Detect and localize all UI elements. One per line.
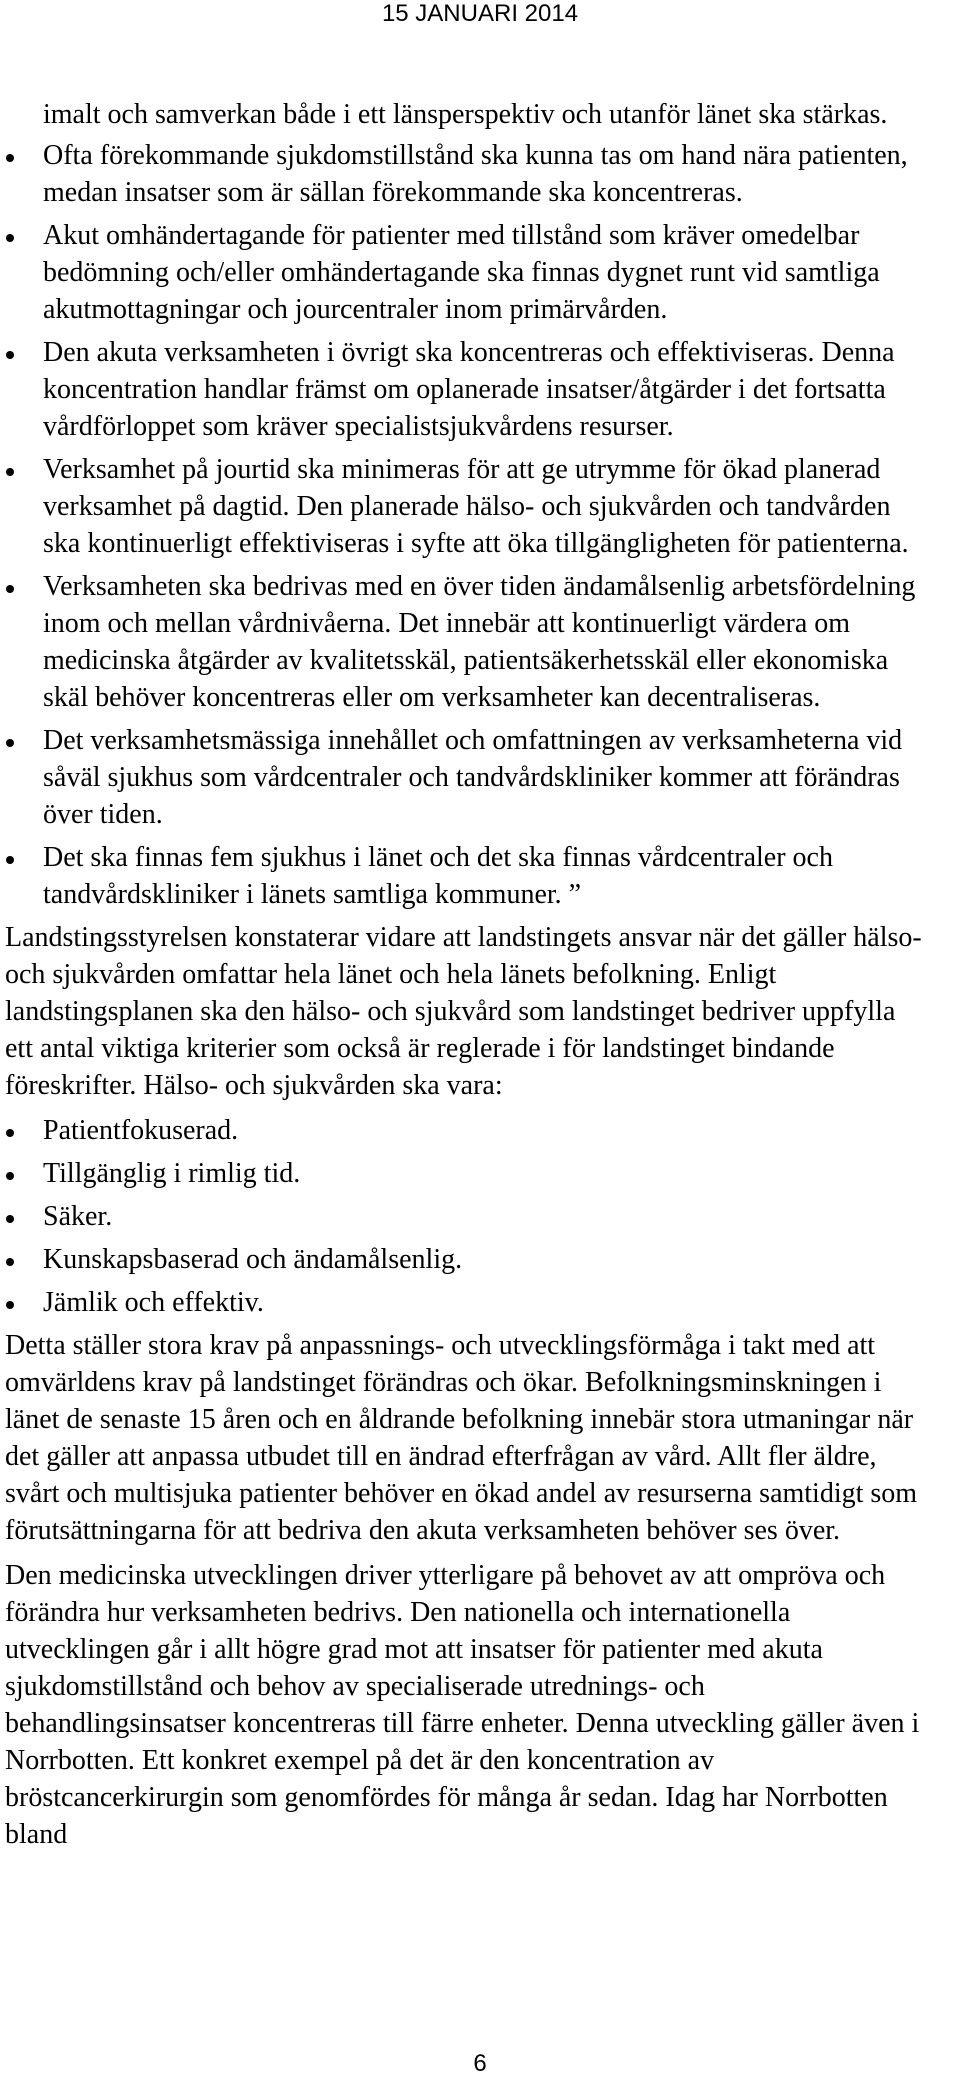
bullet-icon (6, 468, 14, 476)
criteria-list (5, 137, 925, 913)
list-item-text: Säker. (43, 1201, 113, 1232)
bullet-icon (6, 234, 14, 242)
document-body (5, 96, 925, 1861)
list-item (5, 568, 925, 716)
list-item (5, 1198, 925, 1235)
list-item (5, 1241, 925, 1278)
list-item-text: Ofta förekommande sjukdomstillstånd ska kunna tas om hand nära patienten, medan insatser som är sällan förekommande ska koncentreras. (43, 140, 908, 208)
page-header-date: 15 JANUARI 2014 (381, 0, 579, 27)
bullet-icon (6, 1129, 14, 1137)
list-item-text: Kunskapsbaserad och ändamålsenlig. (43, 1244, 463, 1275)
paragraph-medical-development: Den medicinska utvecklingen driver ytterligare på behovet av att ompröva och förändra hur verksamheten bedrivs. Den nationella och internationella utvecklingen går i allt högre grad mot att insatser för patienter med akuta sjukdomstillstånd och behov av specialiserade utrednings- och behandlingsinsatser koncentreras till färre enheter. Denna utveckling gäller även i Norrbotten. Ett konkret exempel på det är den koncentration av bröstcancerkirurgin som genomfördes för många år sedan. Idag har Norrbotten bland (5, 1560, 920, 1850)
page-number: 6 (473, 2050, 487, 2077)
bullet-icon (6, 1301, 14, 1309)
quality-list (5, 1112, 925, 1321)
paragraph-adaptation: Detta ställer stora krav på anpassnings- och utvecklingsförmåga i takt med att omvärldens krav på landstinget förändras och ökar. Befolkningsminskningen i länet de senaste 15 åren och en åldrande befolkning innebär stora utmaningar när det gäller att anpassa utbudet till en ändrad efterfrågan av vård. Allt fler äldre, svårt och multisjuka patienter behöver en ökad andel av resurserna samtidigt som förutsättningarna för att bedriva den akuta verksamheten behöver ses över. (5, 1330, 918, 1546)
list-item (5, 137, 925, 211)
list-item (5, 722, 925, 833)
list-item-text: Den akuta verksamheten i övrigt ska koncentreras och effektiviseras. Denna koncentration handlar främst om oplanerade insatser/åtgärder i det fortsatta vårdförloppet som kräver specialistsjukvårdens resurser. (43, 337, 895, 442)
list-item (5, 217, 925, 328)
list-item-text: Jämlik och effektiv. (43, 1287, 264, 1318)
list-item-text: Verksamheten ska bedrivas med en över tiden ändamålsenlig arbetsfördelning inom och mellan vårdnivåerna. Det innebär att kontinuerligt värdera om medicinska åtgärder av kvalitetsskäl, patientsäkerhetsskäl eller ekonomiska skäl behöver koncentreras eller om verksamheter kan decentraliseras. (43, 571, 916, 713)
list-item (5, 334, 925, 445)
bullet-icon (6, 1215, 14, 1223)
bullet-icon (6, 1258, 14, 1266)
bullet-icon (6, 1172, 14, 1180)
list-item (5, 1284, 925, 1321)
list-item (5, 839, 925, 913)
list-item-text: Det ska finnas fem sjukhus i länet och det ska finnas vårdcentraler och tandvårdskliniker i länets samtliga kommuner. ” (43, 842, 833, 910)
list-item-text: Akut omhändertagande för patienter med tillstånd som kräver omedelbar bedömning och/eller omhändertagande ska finnas dygnet runt vid samtliga akutmottagningar och jourcentraler inom primärvården. (43, 220, 880, 325)
bullet-icon (6, 351, 14, 359)
paragraph-responsibility: Landstingsstyrelsen konstaterar vidare att landstingets ansvar när det gäller hälso- och sjukvården omfattar hela länet och hela länets befolkning. Enligt landstingsplanen ska den hälso- och sjukvård som landstinget bedriver uppfylla ett antal viktiga kriterier som också är reglerade i för landstinget bindande föreskrifter. Hälso- och sjukvården ska vara: (5, 922, 922, 1101)
bullet-icon (6, 856, 14, 864)
bullet-icon (6, 585, 14, 593)
bullet-icon (6, 154, 14, 162)
list-item-text: Verksamhet på jourtid ska minimeras för att ge utrymme för ökad planerad verksamhet på dagtid. Den planerade hälso- och sjukvården och tandvården ska kontinuerligt effektiviseras i syfte att öka tillgängligheten för patienterna. (43, 454, 909, 559)
intro-continuation: imalt och samverkan både i ett länsperspektiv och utanför länet ska stärkas. (43, 99, 888, 130)
list-item (5, 451, 925, 562)
list-item-text: Patientfokuserad. (43, 1115, 239, 1146)
list-item-text: Det verksamhetsmässiga innehållet och omfattningen av verksamheterna vid såväl sjukhus som vårdcentraler och tandvårdskliniker kommer att förändras över tiden. (43, 725, 903, 830)
list-item (5, 1155, 925, 1192)
list-item-text: Tillgänglig i rimlig tid. (43, 1158, 301, 1189)
list-item (5, 1112, 925, 1149)
bullet-icon (6, 739, 14, 747)
